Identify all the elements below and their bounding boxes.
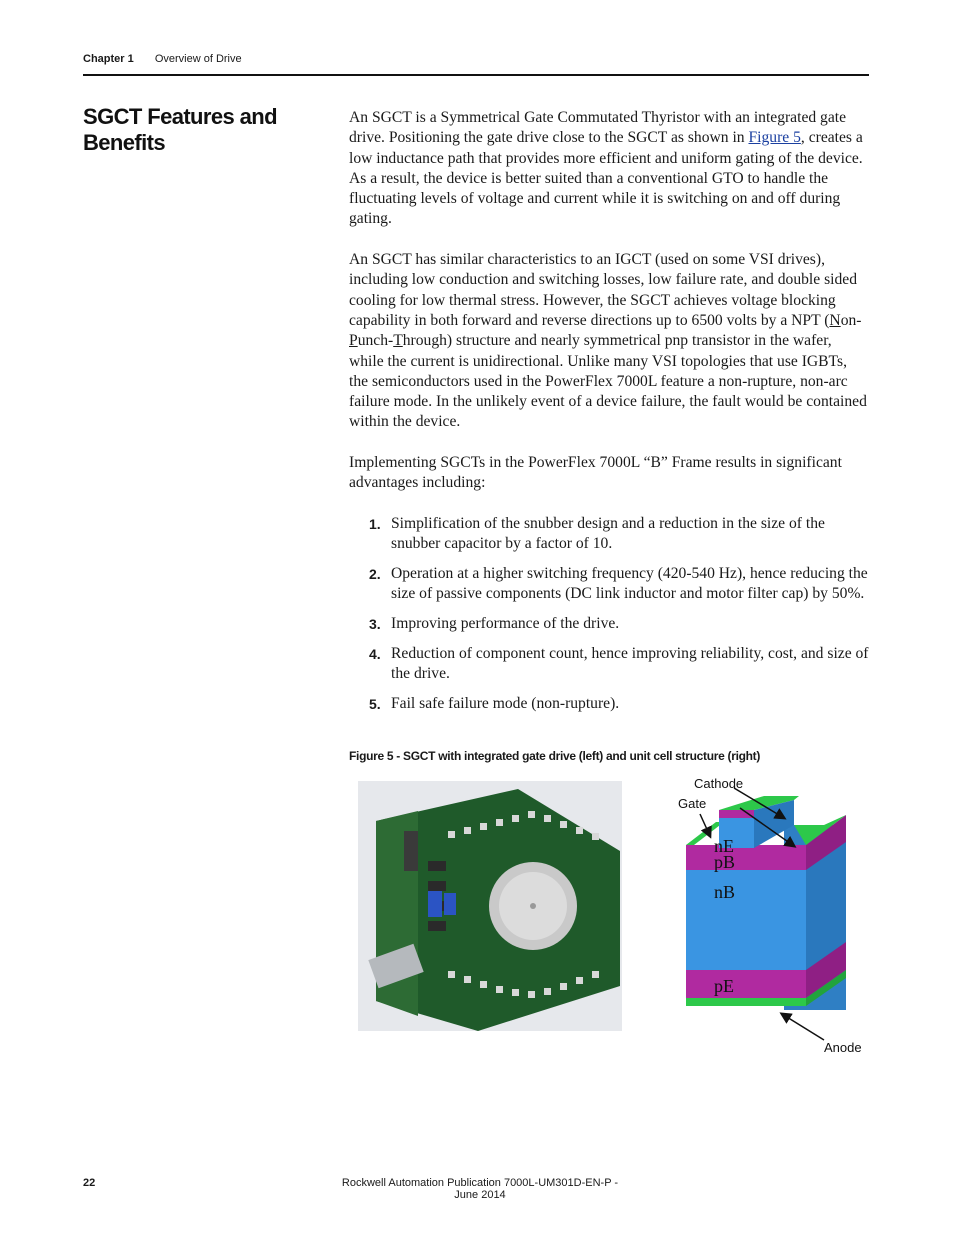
list-text: Improving performance of the drive.: [391, 615, 620, 633]
p1-text-a: An SGCT is a Symmetrical Gate Commutated Thyristor with an integrated gate drive. Positioning the gate drive close to the SGCT as shown in: [349, 109, 847, 147]
list-text: Simplification of the snubber design and a reduction in the size of the snubber capacitor by a factor of 10.: [391, 514, 825, 553]
p2-on: on-: [840, 311, 862, 329]
list-text: Operation at a higher switching frequency (420-540 Hz), hence reducing the size of passive components (DC link inductor and motor filter cap) by 50%.: [391, 565, 868, 603]
sgct-board-photo: [358, 781, 622, 1031]
list-item: [349, 694, 869, 714]
p2-t: T: [393, 332, 403, 350]
figure-5-link[interactable]: Figure 5: [748, 129, 801, 147]
chapter-label: Chapter 1: [83, 53, 134, 65]
list-text: Reduction of component count, hence improving reliability, cost, and size of the drive.: [391, 644, 869, 683]
anode-label: Anode: [824, 1040, 862, 1055]
list-item: [349, 614, 869, 634]
cathode-label: Cathode: [694, 776, 744, 791]
chapter-section: Overview of Drive: [154, 53, 242, 65]
list-text: Fail safe failure mode (non-rupture).: [391, 695, 620, 713]
list-number: 5.: [369, 696, 381, 713]
page-number: 22: [83, 1177, 96, 1189]
list-item: [349, 644, 869, 685]
publication-footer: Rockwell Automation Publication 7000L-UM301D-EN-P - June 2014: [341, 1177, 619, 1201]
unit-cell-diagram: [664, 770, 869, 1060]
list-item: [349, 514, 869, 555]
section-title: SGCT Features and Benefits: [83, 104, 277, 155]
p2-unch: unch-: [357, 332, 394, 350]
pe-label: pE: [714, 976, 734, 996]
header-rule: [83, 74, 869, 76]
nb-label: nB: [714, 882, 736, 902]
pb-label: pB: [714, 852, 736, 872]
paragraph-2: [349, 250, 869, 433]
p2-n: N: [829, 311, 841, 329]
p2-text-a: An SGCT has similar characteristics to an IGCT (used on some VSI drives), including low conduction and switching losses, low failure rate, and double sided cooling for low thermal stress. However, the SGCT achieves voltage blocking capability in both forward and reverse directions up to 6500 volts by a NPT (: [349, 251, 857, 329]
ne-label: nE: [714, 836, 734, 856]
list-number: 1.: [369, 515, 381, 532]
p2-text-b: hrough) structure and nearly symmetrical pnp transistor in the wafer, while the current is unidirectional. Unlike many VSI topologies that use IGBTs, the semiconductors used in the PowerFlex 7000L feature a non-rupture, non-arc failure mode. In the unlikely event of a device failure, the fault would be contained within the device.: [349, 332, 867, 431]
list-item: [349, 564, 869, 605]
list-number: 3.: [369, 616, 381, 633]
advantages-list: [349, 514, 869, 714]
list-number: 2.: [369, 566, 381, 583]
p2-p: P: [349, 332, 358, 350]
list-number: 4.: [369, 645, 381, 662]
gate-label: Gate: [678, 796, 707, 811]
figure-caption: Figure 5 - SGCT with integrated gate drive (left) and unit cell structure (right): [349, 749, 761, 763]
paragraph-3: Implementing SGCTs in the PowerFlex 7000L “B” Frame results in significant advantages including:: [349, 454, 842, 492]
running-header: [83, 53, 869, 75]
p1-text-b: , creates a low inductance path that provides more efficient and uniform gating of the device. As a result, the device is better suited than a conventional GTO to handle the fluctuating levels of voltage and current while it is switching on and off during gating.: [349, 129, 863, 228]
anode-arrow: [782, 1014, 824, 1040]
body-column: [349, 108, 869, 724]
paragraph-1: [349, 108, 869, 230]
